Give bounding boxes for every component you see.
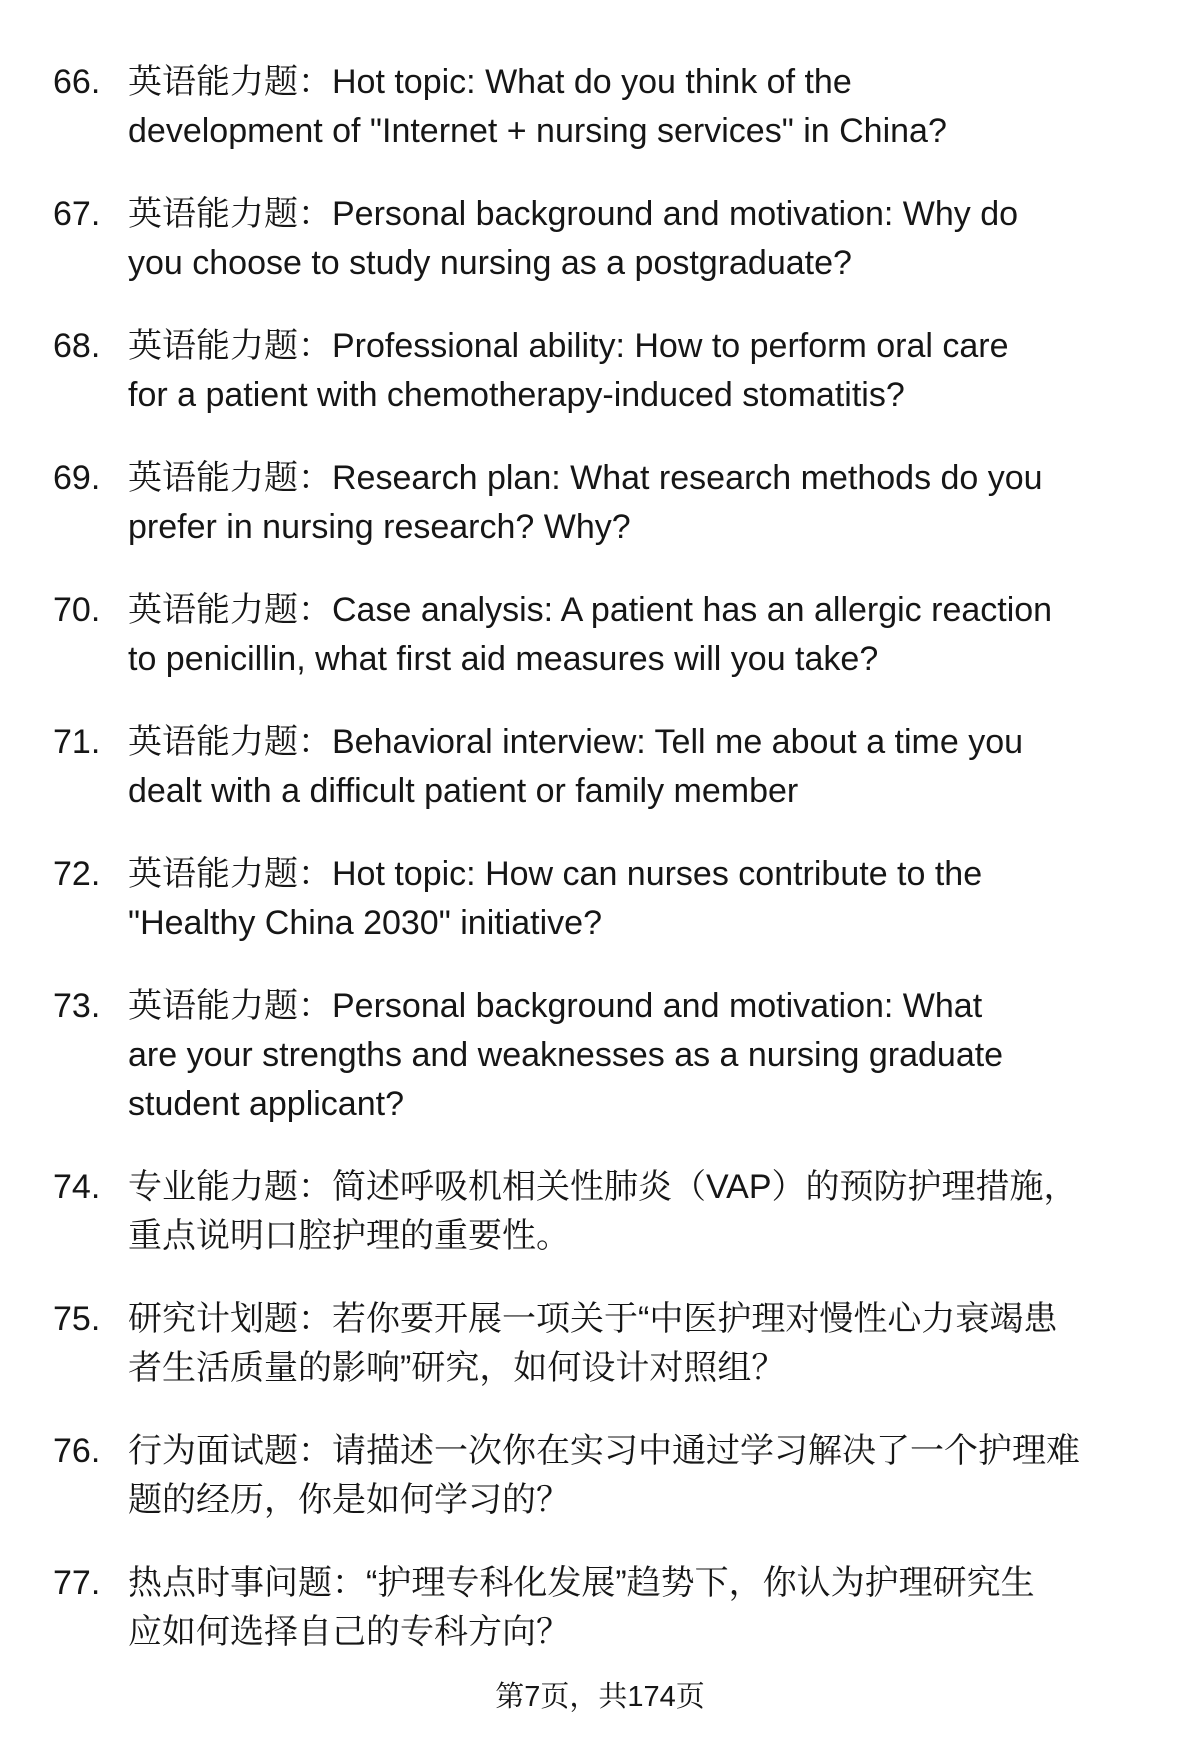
question-line: 英语能力题：Personal background and motivation: Why do: [128, 195, 1019, 233]
question-item-68: [0, 322, 1200, 420]
question-line: for a patient with chemotherapy-induced stomatitis?: [128, 376, 905, 414]
question-item-70: [0, 586, 1200, 684]
question-line: 专业能力题：简述呼吸机相关性肺炎（VAP）的预防护理措施，: [128, 1168, 1078, 1206]
question-text: [128, 1163, 1200, 1261]
question-item-73: [0, 982, 1200, 1129]
question-line: 英语能力题：Hot topic: What do you think of the: [128, 63, 852, 101]
question-text: [128, 586, 1200, 684]
question-number: 73.: [53, 987, 101, 1025]
question-line: to penicillin, what first aid measures will you take?: [128, 640, 879, 678]
question-item-77: [0, 1559, 1200, 1657]
question-line: 研究计划题：若你要开展一项关于“中医护理对慢性心力衰竭患: [128, 1300, 1058, 1338]
question-line: prefer in nursing research? Why?: [128, 508, 631, 546]
question-line: "Healthy China 2030" initiative?: [128, 904, 602, 942]
question-text: [128, 190, 1200, 288]
question-item-75: [0, 1295, 1200, 1393]
question-line: 英语能力题：Case analysis: A patient has an allergic reaction: [128, 591, 1053, 629]
question-number: 67.: [53, 195, 101, 233]
question-line: 英语能力题：Behavioral interview: Tell me about a time you: [128, 723, 1024, 761]
question-number: 77.: [53, 1564, 101, 1602]
question-line: 题的经历，你是如何学习的？: [128, 1481, 570, 1519]
question-text: [128, 982, 1200, 1129]
question-line: 重点说明口腔护理的重要性。: [128, 1217, 570, 1255]
question-line: 行为面试题：请描述一次你在实习中通过学习解决了一个护理难: [128, 1432, 1080, 1470]
question-line: 英语能力题：Research plan: What research methods do you: [128, 459, 1043, 497]
question-line: 英语能力题：Personal background and motivation: What: [128, 987, 983, 1025]
question-number: 76.: [53, 1432, 101, 1470]
question-text: [128, 454, 1200, 552]
question-number: 75.: [53, 1300, 101, 1338]
question-number: 66.: [53, 63, 101, 101]
question-item-69: [0, 454, 1200, 552]
question-text: [128, 1427, 1200, 1525]
question-number: 74.: [53, 1168, 101, 1206]
question-line: development of "Internet + nursing services" in China?: [128, 112, 947, 150]
question-line: are your strengths and weaknesses as a nursing graduate: [128, 1036, 1004, 1074]
question-number: 71.: [53, 723, 101, 761]
page-number-footer: 第7页，共174页: [495, 1681, 705, 1713]
question-text: [128, 850, 1200, 948]
question-text: [128, 58, 1200, 156]
question-line: dealt with a difficult patient or family member: [128, 772, 799, 810]
question-line: 热点时事问题：“护理专科化发展”趋势下，你认为护理研究生: [128, 1564, 1035, 1602]
question-text: [128, 322, 1200, 420]
question-number: 69.: [53, 459, 101, 497]
question-number: 68.: [53, 327, 101, 365]
question-line: 应如何选择自己的专科方向？: [128, 1613, 570, 1651]
question-number: 70.: [53, 591, 101, 629]
question-item-66: [0, 58, 1200, 156]
question-line: student applicant?: [128, 1085, 404, 1123]
question-text: [128, 1295, 1200, 1393]
question-text: [128, 1559, 1200, 1657]
question-item-72: [0, 850, 1200, 948]
question-item-71: [0, 718, 1200, 816]
question-list: [0, 58, 1200, 1657]
question-line: you choose to study nursing as a postgraduate?: [128, 244, 852, 282]
question-item-67: [0, 190, 1200, 288]
question-item-76: [0, 1427, 1200, 1525]
question-line: 英语能力题：Professional ability: How to perform oral care: [128, 327, 1009, 365]
question-number: 72.: [53, 855, 101, 893]
question-line: 者生活质量的影响”研究，如何设计对照组？: [128, 1349, 786, 1387]
question-item-74: [0, 1163, 1200, 1261]
question-line: 英语能力题：Hot topic: How can nurses contribute to the: [128, 855, 983, 893]
question-text: [128, 718, 1200, 816]
